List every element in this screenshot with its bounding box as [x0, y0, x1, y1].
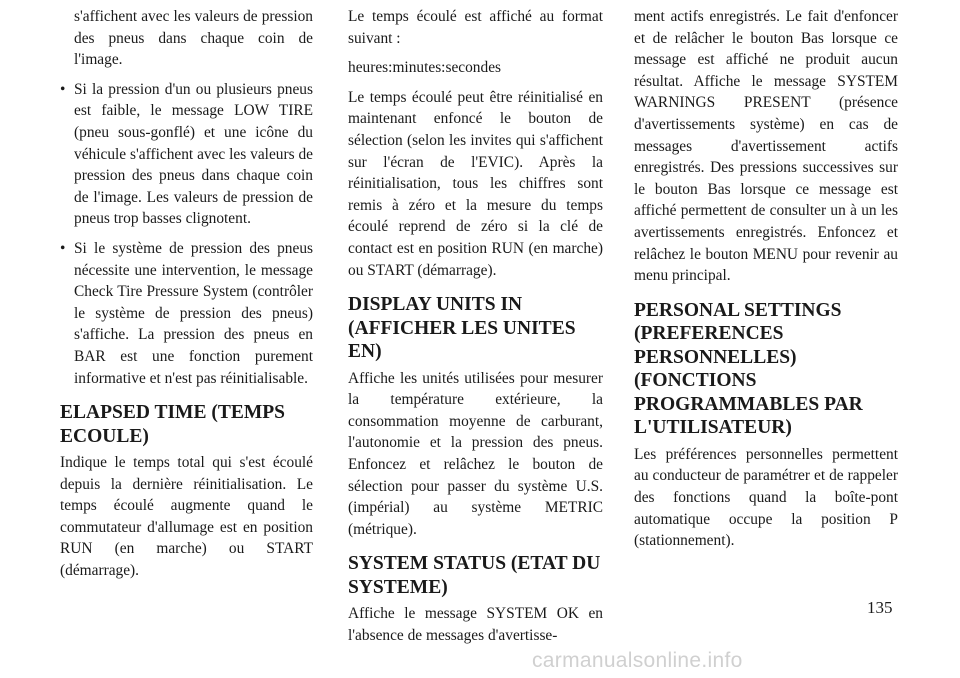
bullet-check-tire-system: • Si le système de pression des pneus nécessite une intervention, le message Check Tire Pressure System (contrôler le système de pression des pneus) s'affiche. La pression des pneus en BAR est une fonction purement informative et n'est pas réinitialisable. [60, 238, 313, 389]
paragraph-personal-settings: Les préférences personnelles permettent au conducteur de paramétrer et de rappeler des fonctions quand la boîte-pont automatique occupe la position P (stationnement). [634, 445, 898, 550]
bullet-low-tire: • Si la pression d'un ou plusieurs pneus est faible, le message LOW TIRE (pneu sous-gonflé) et une icône du véhicule s'affichent avec les valeurs de pression des pneus dans chaque coin de l'image. Les valeurs de pression de pneus trop basses clignotent. [60, 79, 313, 230]
paragraph-elapsed-time: Indique le temps total qui s'est écoulé depuis la dernière réinitialisation. Le temps écoulé augmente quand le commutateur d'allumage est en position RUN (en marche) ou START (démarrage). [60, 454, 313, 580]
paragraph-system-status-continuation: ment actifs enregistrés. Le fait d'enfoncer et de relâcher le bouton Bas lorsque ce message est affiché ne produit aucun résultat. Affiche le message SYSTEM WARNINGS PRESENT (présence d'avertissements système) en cas de messages d'avertissement actifs enregistrés. Des pressions successives sur le bouton Bas lorsque ce message est affiché permettent de consulter un à un les avertissements enregistrés. Enfoncez et relâchez le bouton MENU pour revenir au menu principal. [634, 8, 898, 285]
paragraph-system-status: Affiche le message SYSTEM OK en l'absence de messages d'avertisse- [348, 605, 603, 644]
watermark: carmanualsonline.info [532, 649, 743, 672]
column-1 [60, 6, 313, 590]
heading-system-status: SYSTEM STATUS (ETAT DU SYSTEME) [348, 553, 601, 598]
paragraph-tpms-continuation: s'affichent avec les valeurs de pression des pneus dans chaque coin de l'image. [74, 8, 313, 69]
heading-elapsed-time: ELAPSED TIME (TEMPS ECOULE) [60, 402, 286, 447]
column-3 [634, 6, 898, 560]
page-number: 135 [867, 598, 893, 617]
paragraph-elapsed-format: Le temps écoulé est affiché au format suivant : [348, 8, 603, 47]
heading-personal-settings: PERSONAL SETTINGS (PREFERENCES PERSONNELLES) (FONCTIONS PROGRAMMABLES PAR L'UTILISATEUR) [634, 299, 863, 439]
paragraph-display-units: Affiche les unités utilisées pour mesurer la température extérieure, la consommation moyenne de carburant, l'autonomie et la pression des pneus. Enfoncez et relâchez le bouton de sélection pour passer du système U.S. (impérial) au système METRIC (métrique). [348, 369, 603, 538]
paragraph-time-format: heures:minutes:secondes [348, 59, 502, 77]
column-2 [348, 6, 603, 655]
heading-display-units: DISPLAY UNITS IN (AFFICHER LES UNITES EN) [348, 294, 576, 363]
paragraph-elapsed-reset: Le temps écoulé peut être réinitialisé en maintenant enfoncé le bouton de sélection (selon les invites qui s'affichent sur l'écran de l'EVIC). Après la réinitialisation, tous les chiffres sont remis à zéro et la mesure du temps écoulé reprend de zéro si la clé de contact est en position RUN (en marche) ou START (démarrage). [348, 88, 603, 279]
